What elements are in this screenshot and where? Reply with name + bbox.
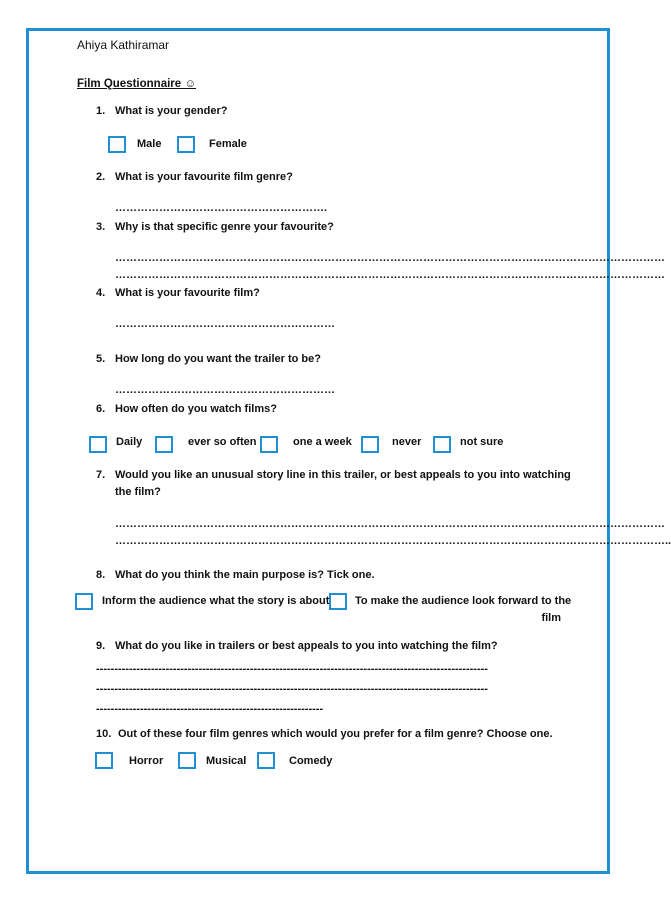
answer-line[interactable]: …………………………………………………………………………………………………………………………………… <box>115 269 665 281</box>
option-label-look-forward-continued: film <box>541 612 561 624</box>
question-number: 6. <box>96 403 106 415</box>
question-7 <box>96 469 571 481</box>
answer-line[interactable]: ----------------------------------------------------------------------------------------------------------- <box>96 683 488 695</box>
checkbox-never[interactable] <box>361 436 379 453</box>
option-label-musical: Musical <box>206 755 247 767</box>
question-number: 1. <box>96 105 106 117</box>
question-number: 4. <box>96 287 106 299</box>
option-label-daily: Daily <box>116 436 143 448</box>
question-text: What is your favourite film genre? <box>115 171 293 183</box>
option-label-male: Male <box>137 138 162 150</box>
checkbox-female[interactable] <box>177 136 195 153</box>
question-8 <box>96 569 375 581</box>
question-text: What do you think the main purpose is? Tick one. <box>115 569 375 581</box>
question-10 <box>96 728 553 740</box>
question-1 <box>96 105 227 117</box>
answer-line[interactable]: …………………………………………………………………………………………………………………………………… <box>115 252 665 264</box>
question-text: Would you like an unusual story line in this trailer, or best appeals to you into watching <box>115 469 571 481</box>
question-text: Out of these four film genres which would you prefer for a film genre? Choose one. <box>118 728 553 740</box>
question-text: How long do you want the trailer to be? <box>115 353 321 365</box>
question-number: 8. <box>96 569 106 581</box>
checkbox-male[interactable] <box>108 136 126 153</box>
answer-line[interactable]: …………………………………………………… <box>115 384 335 396</box>
answer-line[interactable]: …………………………………………………………………………………………………………………………………… <box>115 518 665 530</box>
option-label-one-a-week: one a week <box>293 436 352 448</box>
checkbox-comedy[interactable] <box>257 752 275 769</box>
question-text: How often do you watch films? <box>115 403 277 415</box>
page-border <box>26 28 671 874</box>
questionnaire-title: Film Questionnaire ☺ <box>77 78 197 90</box>
question-9 <box>96 640 498 652</box>
option-label-horror: Horror <box>129 755 164 767</box>
question-text: What do you like in trailers or best appeals to you into watching the film? <box>115 640 498 652</box>
checkbox-musical[interactable] <box>178 752 196 769</box>
question-number: 7. <box>96 469 106 481</box>
question-text: What is your favourite film? <box>115 287 260 299</box>
question-3 <box>96 221 334 233</box>
answer-line[interactable]: …………………………………………………… <box>115 318 335 330</box>
question-4 <box>96 287 260 299</box>
author-name: Ahiya Kathiramar <box>77 38 170 52</box>
checkbox-one-a-week[interactable] <box>260 436 278 453</box>
question-number: 5. <box>96 353 106 365</box>
checkbox-not-sure[interactable] <box>433 436 451 453</box>
question-2 <box>96 171 293 183</box>
option-label-comedy: Comedy <box>289 755 333 767</box>
answer-line[interactable]: ----------------------------------------------------------------------------------------------------------- <box>96 663 488 675</box>
question-number: 10. <box>96 728 112 740</box>
option-label-never: never <box>392 436 422 448</box>
question-number: 9. <box>96 640 106 652</box>
checkbox-daily[interactable] <box>89 436 107 453</box>
question-text: What is your gender? <box>115 105 228 117</box>
checkbox-look-forward[interactable] <box>329 593 347 610</box>
option-label-not-sure: not sure <box>460 436 504 448</box>
checkbox-horror[interactable] <box>95 752 113 769</box>
question-number: 3. <box>96 221 106 233</box>
checkbox-inform-audience[interactable] <box>75 593 93 610</box>
question-6 <box>96 403 277 415</box>
option-label-inform-audience: Inform the audience what the story is about <box>102 595 330 607</box>
question-7-continued: the film? <box>115 486 161 498</box>
answer-line[interactable]: -------------------------------------------------------------- <box>96 703 324 715</box>
checkbox-ever-so-often[interactable] <box>155 436 173 453</box>
option-label-female: Female <box>209 138 247 150</box>
answer-line[interactable]: …………………………………………………………………………………………………………………………………….. <box>115 535 671 547</box>
option-label-ever-so-often: ever so often <box>188 436 257 448</box>
answer-line[interactable]: …………………………………………………. <box>115 202 328 214</box>
question-5 <box>96 353 321 365</box>
question-text: Why is that specific genre your favourite? <box>115 221 334 233</box>
option-label-look-forward: To make the audience look forward to the <box>355 595 572 607</box>
question-number: 2. <box>96 171 106 183</box>
